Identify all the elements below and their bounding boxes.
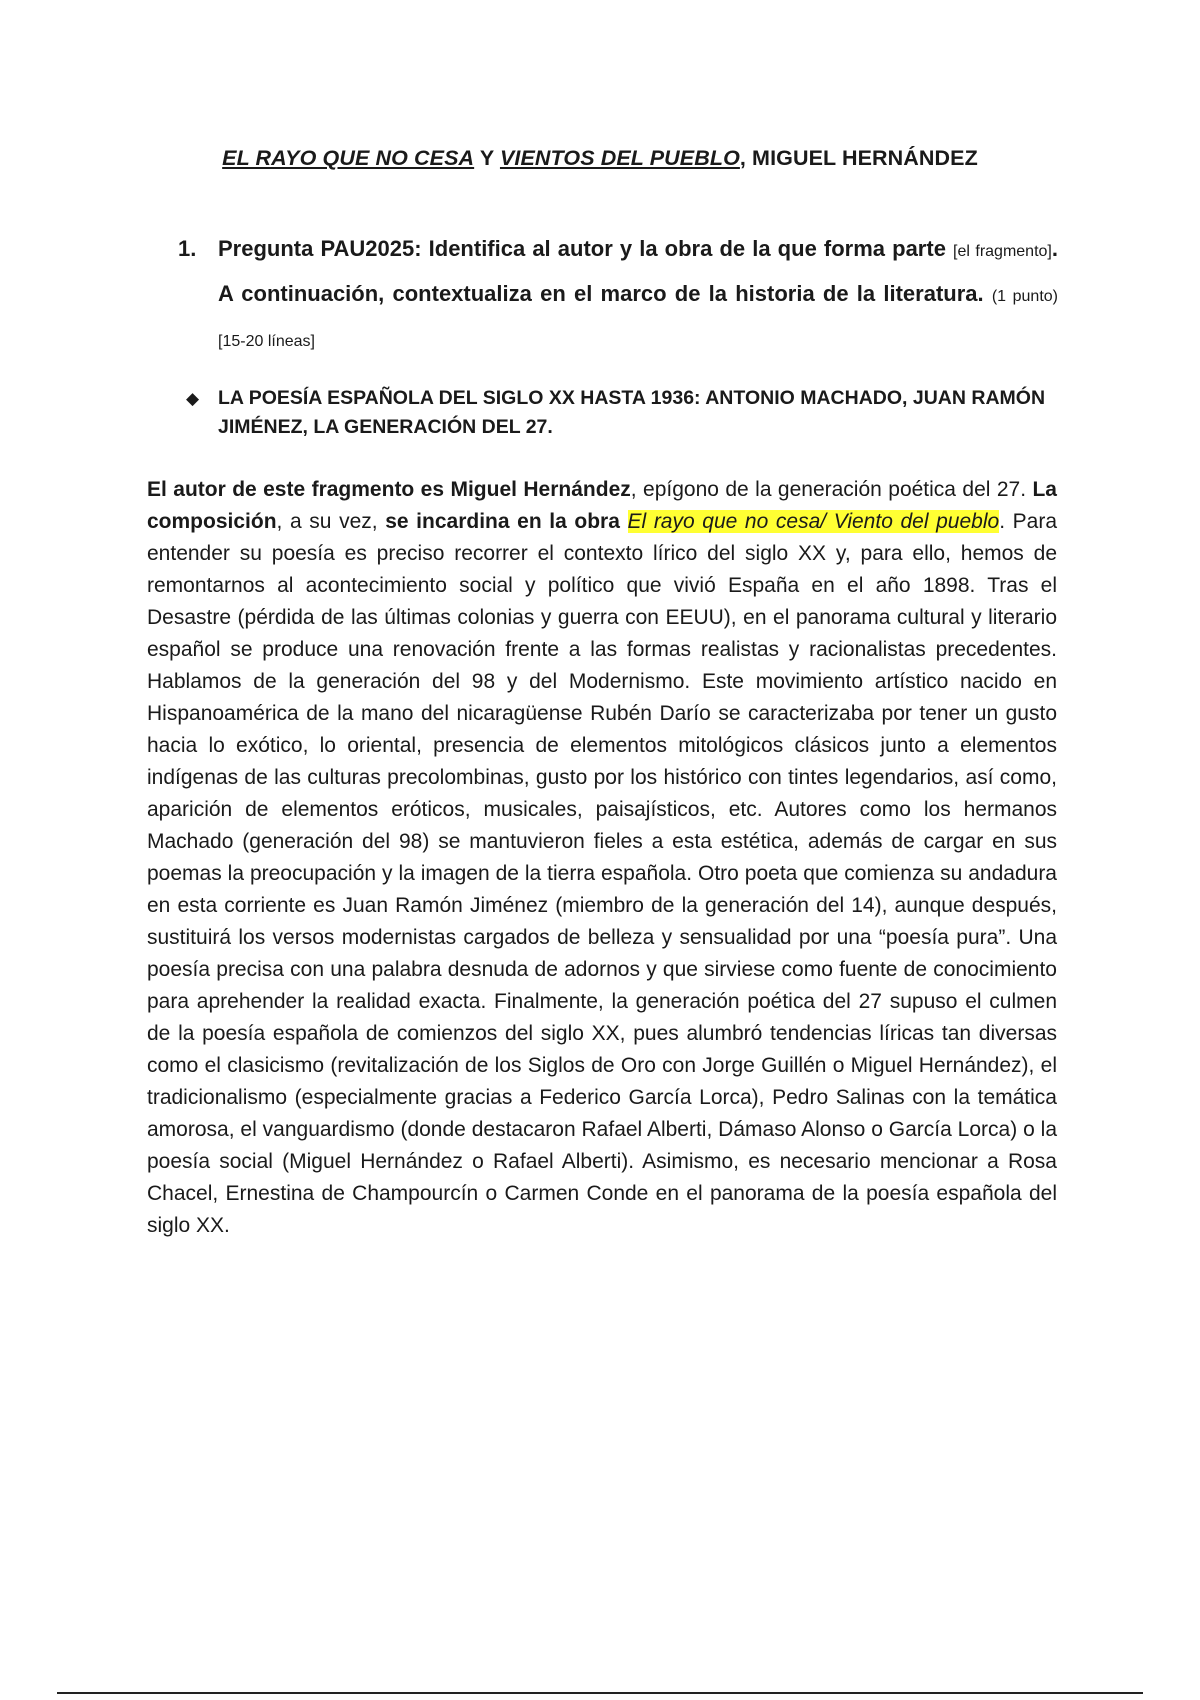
question-bold-1: Pregunta PAU2025: Identifica al autor y la obra de la que forma parte (218, 236, 946, 261)
answer-text-3 (620, 510, 628, 533)
answer-bold-intro: El autor de este fragmento es Miguel Hernández (147, 478, 631, 501)
document-title (0, 146, 1200, 171)
question-note-1: [el fragmento] (953, 243, 1052, 260)
answer-paragraph (147, 474, 1057, 1242)
exam-question (178, 228, 1058, 363)
question-note-2: (1 punto) [15-20 líneas] (218, 288, 1058, 350)
question-number: 1. (178, 236, 197, 261)
title-connector: Y (474, 146, 500, 170)
section-heading-text: LA POESÍA ESPAÑOLA DEL SIGLO XX HASTA 1936: ANTONIO MACHADO, JUAN RAMÓN JIMÉNEZ, LA GENERACIÓN DEL 27. (218, 387, 1046, 438)
answer-bold-composition: La composición (147, 478, 1057, 533)
diamond-bullet-icon: ◆ (186, 389, 200, 408)
title-work-2: VIENTOS DEL PUEBLO (499, 146, 740, 170)
title-work-1: EL RAYO QUE NO CESA (222, 146, 475, 170)
answer-text-2: , a su vez, (276, 510, 386, 533)
highlighted-work-title: El rayo que no cesa/ Viento del pueblo (627, 510, 1000, 533)
answer-text-1: , epígono de la generación poética del 27. (630, 478, 1033, 501)
page-bottom-rule (57, 1692, 1143, 1694)
answer-bold-incardina: se incardina en la obra (385, 510, 620, 533)
section-heading (186, 384, 1066, 442)
answer-text-4: . Para entender su poesía es preciso recorrer el contexto lírico del siglo XX y, para ello, hemos de remontarnos al acontecimiento social y político que vivió España en el año 1898. Tras el Desastre (pérdida de las últimas colonias y guerra con EEUU), en el panorama cultural y literario español se produce una renovación frente a las formas realistas y racionalistas precedentes. Hablamos de la generación del 98 y del Modernismo. Este movimiento artístico nacido en Hispanoamérica de la mano del nicaragüense Rubén Darío se caracterizaba por tener un gusto hacia lo exótico, lo oriental, presencia de elementos mitológicos clásicos junto a elementos indígenas de las culturas precolombinas, gusto por los histórico con tintes legendarios, así como, aparición de elementos eróticos, musicales, paisajísticos, etc. Autores como los hermanos Machado (generación del 98) se mantuvieron fieles a esta estética, además de cargar en sus poemas la preocupación y la imagen de la tierra española. Otro poeta que comienza su andadura en esta corriente es Juan Ramón Jiménez (miembro de la generación del 14), aunque después, sustituirá los versos modernistas cargados de belleza y sensualidad por una “poesía pura”. Una poesía precisa con una palabra desnuda de adornos y que sirviese como fuente de conocimiento para aprehender la realidad exacta. Finalmente, la generación poética del 27 supuso el culmen de la poesía española de comienzos del siglo XX, pues alumbró tendencias líricas tan diversas como el clasicismo (revitalización de los Siglos de Oro con Jorge Guillén o Miguel Hernández), el tradicionalismo (especialmente gracias a Federico García Lorca), Pedro Salinas con la temática amorosa, el vanguardismo (donde destacaron Rafael Alberti, Dámaso Alonso o García Lorca) o la poesía social (Miguel Hernández o Rafael Alberti). Asimismo, es necesario mencionar a Rosa Chacel, Ernestina de Champourcín o Carmen Conde en el panorama de la poesía española del siglo XX. (147, 510, 1057, 1237)
question-body (218, 228, 1058, 363)
title-author: , MIGUEL HERNÁNDEZ (739, 146, 978, 170)
question-bold-2: . A continuación, contextualiza en el marco de la historia de la literatura. (218, 236, 1058, 306)
